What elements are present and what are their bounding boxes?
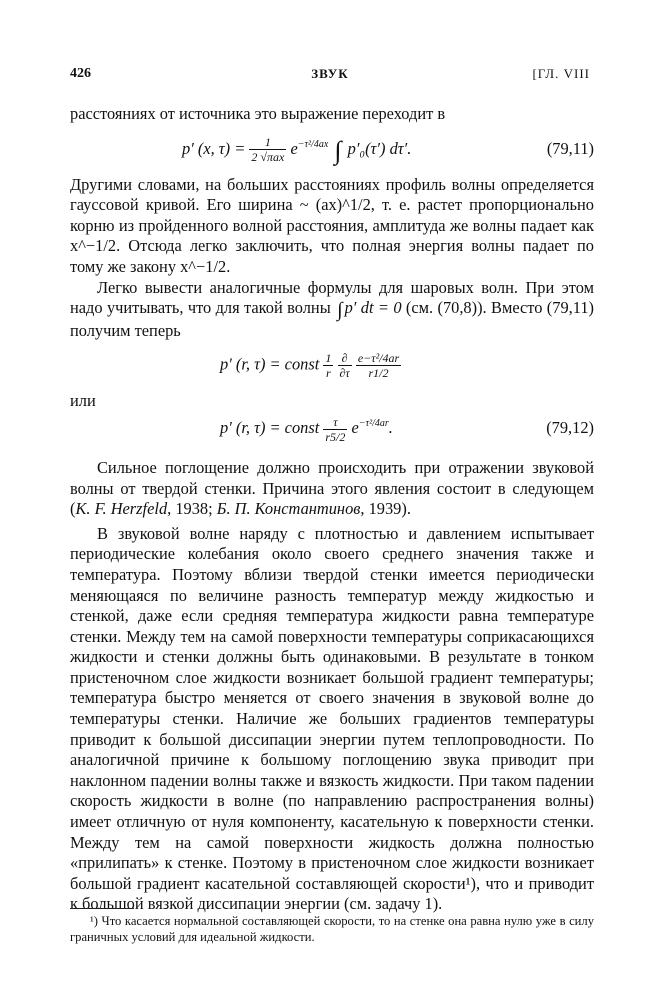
integral-sign: ∫ bbox=[334, 135, 342, 165]
integral-sign: ∫ bbox=[337, 299, 343, 322]
paragraph-4: Сильное поглощение должно происходить при отражении звуковой волны от твердой стенки. Причина этого явления состоит в следующем (K. F. Herzfeld, 1938; Б. П. Константинов, 1939). bbox=[70, 457, 594, 519]
footnote-rule bbox=[70, 908, 134, 909]
word-ili: или bbox=[70, 391, 96, 411]
eq3-lhs: p′ (r, τ) = const bbox=[220, 417, 320, 437]
paragraph-2: Другими словами, на больших расстояниях профиль волны определяется гауссовой кривой. Его ширина ~ (ax)^1/2, т. е. растет пропорционально корню из пройденного волной расстояния, амплитуда же волны падает как x^−1/2. Отсюда легко заключить, что полная энергия волны падает по тому же закону x^−1/2. bbox=[70, 174, 594, 276]
eq1-lhs: p′ (x, τ) = bbox=[182, 138, 246, 158]
citation-konstantinov: Б. П. Константинов bbox=[216, 499, 361, 519]
equation-spherical: p′ (r, τ) = const $\frac{1}{r}$ $\frac{\partial}{\partial\tau}$ $\frac{\text{e−τ²/4ar}}{r1/2}$ bbox=[220, 351, 400, 381]
equation-number-79-11: (79,11) bbox=[546, 138, 594, 158]
paragraph-5: В звуковой волне наряду с плотностью и давлением испытывает периодические колебания около своего среднего значения также и температура. Поэтому вблизи твердой стенки имеется периодически меняющаяся по величине разность температур между жидкостью и стенкой, даже если средняя температура жидкости равна температуре стенки. Между тем на самой поверхности температуры соприкасающихся жидкости и стенки должны быть одинаковыми. В результате в тонком пристеночном слое жидкости возникает большой градиент температуры; температура быстро меняется от своего значения в звуковой волне до температуры стенки. Наличие же больших градиентов температуры приводит к большой диссипации энергии путем теплопроводности. По аналогичной причине к большому поглощению звука приводит при наклонном падении волны также и вязкость жидкости. При таком падении скорость жидкости в волне (по направлению распространения волны) имеет отличную от нуля компоненту, касательную к поверхности стенки. Между тем на самой поверхности жидкость должна полностью «прилипать» к стенке. Поэтому в пристеночном слое жидкости возникает большой градиент касательной составляющей скорости¹), что и приводит к большой вязкой диссипации энергии (см. задачу 1). bbox=[70, 523, 594, 914]
equation-number-79-12: (79,12) bbox=[546, 417, 594, 437]
chapter-label: [ГЛ. VIII bbox=[532, 66, 590, 81]
footnote: ¹) Что касается нормальной составляющей скорости, то на стенке она равна нулю уже в силу граничных условий для идеальной жидкости. bbox=[70, 914, 594, 944]
eq1-rhs: p′₀(τ′) dτ′. bbox=[347, 138, 412, 158]
page-body bbox=[70, 104, 594, 915]
page-number: 426 bbox=[70, 66, 91, 81]
citation-herzfeld: K. F. Herzfeld bbox=[75, 499, 168, 519]
equation-79-12: p′ (r, τ) = const $\frac{\tau}{r5/2}$ $e^{-\tau^2/4ar}$. (79,12) bbox=[220, 414, 594, 444]
eq1-exponent: −τ²/4ax bbox=[297, 138, 329, 150]
equation-79-11: p′ (x, τ) = $\frac{1}{\text{2 √πax}}$ $e^{-\tau^2/4ax}$ ∫ p′₀(τ′) dτ′. (79,11) bbox=[182, 135, 594, 165]
paragraph-1: расстояниях от источника это выражение переходит в bbox=[70, 104, 446, 123]
paragraph-3: Легко вывести аналогичные формулы для шаровых волн. При этом надо учитывать, что для такой волны ∫ p′ dt = 0 (см. (70,8)). Вместо (79,11) получим теперь bbox=[70, 277, 594, 340]
eq2-lhs: p′ (r, τ) = const bbox=[220, 354, 320, 374]
running-title: ЗВУК bbox=[311, 66, 349, 81]
running-header bbox=[70, 66, 590, 86]
eq1-fraction: $\frac{1}{\text{2 √πax}}$ bbox=[251, 135, 285, 165]
